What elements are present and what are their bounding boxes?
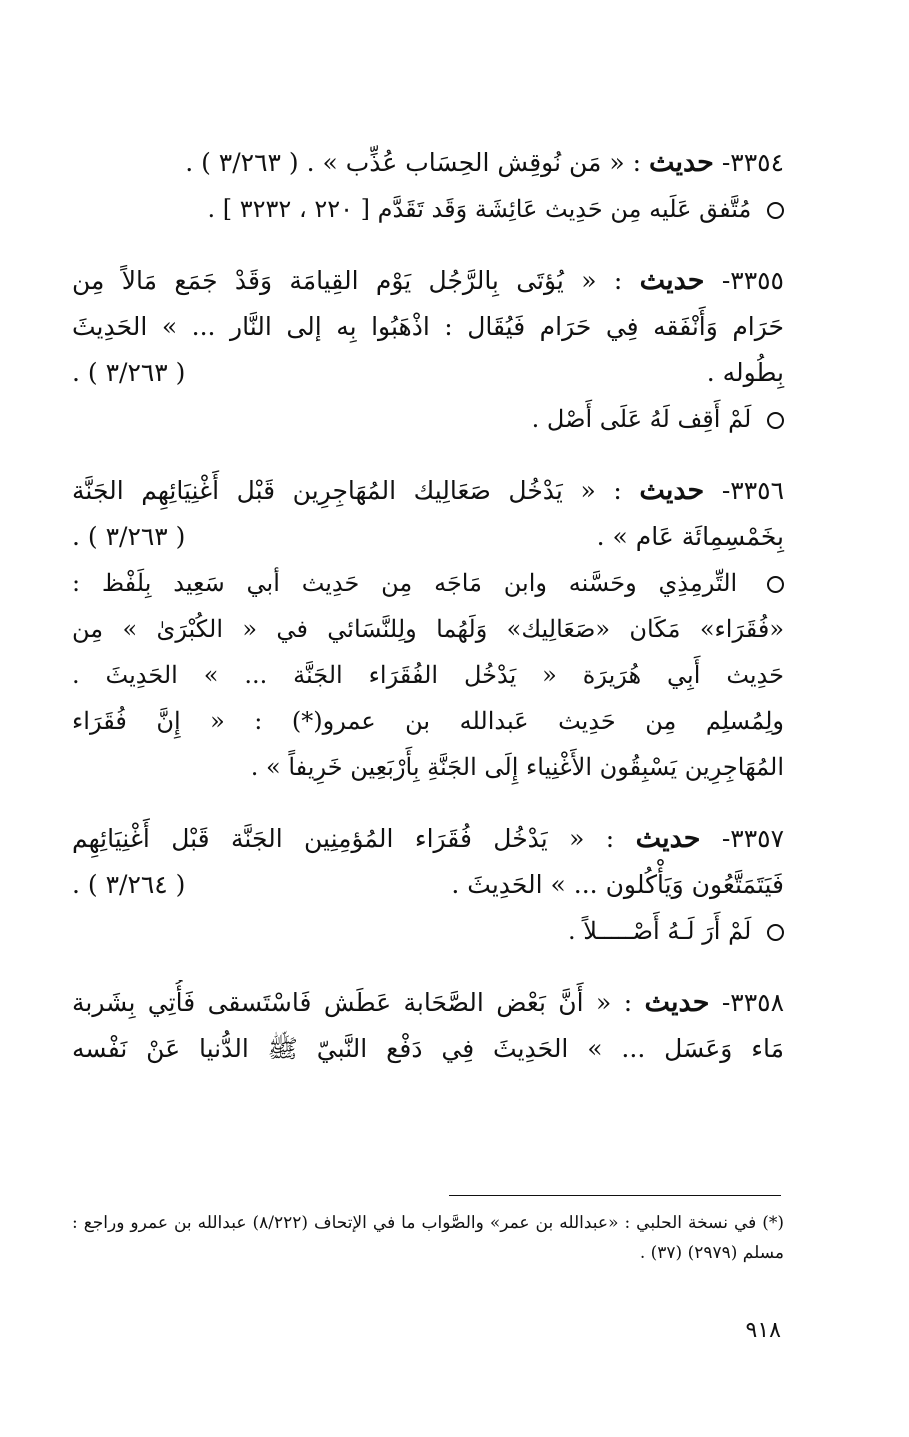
entry-text: : « مَن نُوقِش الحِسَاب عُذِّب » . ( ٣/٢٦٣ ) . xyxy=(185,148,642,177)
entry-text: : « أَنَّ بَعْض الصَّحَابة عَطَش فَاسْتَسقى فَأُتِي بِشَربة xyxy=(72,988,633,1017)
entry-text: فَيَتَمَتَّعُون وَيَأْكُلون ... » الحَدِيثَ . xyxy=(451,870,784,899)
hadith-keyword: حديث xyxy=(648,147,714,178)
hadith-keyword: حديث xyxy=(644,987,710,1018)
volume-page-reference: ( ٣/٢٦٣ ) . xyxy=(72,358,186,387)
entry-text: بِخَمْسِمِائَة عَام » . xyxy=(596,522,784,551)
entry-text: حَرَام وَأَنْفَقه فِي حَرَام فَيُقَال : اذْهَبُوا بِه إلى النَّار ... » الحَدِيثَ xyxy=(72,312,784,341)
takhrij-note: التِّرمِذِي وحَسَّنه وابن مَاجَه مِن حَدِيث أبي سَعِيد بِلَفْظ : xyxy=(72,560,784,606)
page-body xyxy=(72,140,784,1098)
hadith-entry-3357 xyxy=(72,816,784,954)
circle-bullet-icon xyxy=(767,412,784,429)
circle-bullet-icon xyxy=(767,924,784,941)
hadith-entry-3354 xyxy=(72,140,784,232)
hadith-entry-3356 xyxy=(72,468,784,790)
hadith-entry-3355 xyxy=(72,258,784,442)
hadith-keyword: حديث xyxy=(639,265,705,296)
entry-line xyxy=(72,140,784,186)
entry-number: ٣٣٥٧- xyxy=(721,824,784,853)
entry-text: : « يَدْخُل فُقَرَاء المُؤمِنِين الجَنَّة قَبْل أَغْنِيَائِهِم xyxy=(72,824,615,853)
footnote xyxy=(72,1208,784,1268)
footnote-line: مسلم (٢٩٧٩) (٣٧) . xyxy=(639,1243,784,1263)
entry-ref-line xyxy=(72,862,784,908)
volume-page-reference: ( ٣/٢٦٣ ) . xyxy=(72,522,186,551)
entry-text: مَاء وَعَسَل ... » الحَدِيثَ فِي دَفْع النَّبيّ ﷺ الدُّنيا عَنْ نَفْسه xyxy=(72,1034,784,1063)
entry-line xyxy=(72,304,784,350)
entry-number: ٣٣٥٤- xyxy=(721,148,784,177)
entry-line xyxy=(72,980,784,1026)
takhrij-note-line: «فُقَرَاء» مَكَان «صَعَالِيك» وَلَهُما ولِلنَّسَائي في « الكُبْرَىٰ » مِن xyxy=(72,615,784,643)
hadith-entry-3358 xyxy=(72,980,784,1072)
takhrij-note: مُتَّفق عَلَيه مِن حَدِيث عَائِشَة وَقَد تَقَدَّم [ ٢٢٠ ، ٣٢٣٢ ] . xyxy=(72,186,784,232)
entry-number: ٣٣٥٨- xyxy=(721,988,784,1017)
entry-line xyxy=(72,468,784,514)
entry-line xyxy=(72,258,784,304)
takhrij-note-line: ولِمُسلِم مِن حَدِيث عَبدالله بن عمرو(*) : « إِنَّ فُقَرَاء xyxy=(72,707,784,735)
hadith-keyword: حديث xyxy=(635,823,701,854)
entry-number: ٣٣٥٦- xyxy=(721,476,784,505)
footnote-line: (*) في نسخة الحلبي : «عبدالله بن عمر» والصَّواب ما في الإتحاف (٨/٢٢٢) عبدالله بن عمرو وراجع : xyxy=(72,1213,784,1233)
circle-bullet-icon xyxy=(767,576,784,593)
entry-line xyxy=(72,1026,784,1072)
volume-page-reference: ( ٣/٢٦٤ ) . xyxy=(72,870,186,899)
takhrij-note: لَمْ أَقِف لَهُ عَلَى أَصْل . xyxy=(72,396,784,442)
entry-line xyxy=(72,816,784,862)
entry-ref-line xyxy=(72,350,784,396)
entry-number: ٣٣٥٥- xyxy=(721,266,784,295)
entry-text: بِطُوله . xyxy=(706,358,784,387)
hadith-keyword: حديث xyxy=(639,475,705,506)
entry-text: : « يُؤتَى بِالرَّجُل يَوْم القِيامَة وَقَدْ جَمَع مَالاً مِن xyxy=(72,266,623,295)
page-number: ٩١٨ xyxy=(745,1318,781,1343)
circle-bullet-icon xyxy=(767,202,784,219)
takhrij-note: لَمْ أَرَ لَـهُ أَصْـــــلاً . xyxy=(72,908,784,954)
footnote-separator xyxy=(449,1195,781,1196)
entry-text: : « يَدْخُل صَعَالِيك المُهَاجِرِين قَبْل أَغْنِيَائِهِم الجَنَّة xyxy=(72,476,622,505)
entry-ref-line xyxy=(72,514,784,560)
takhrij-note-line: المُهَاجِرِين يَسْبِقُون الأَغْنِياء إِلَى الجَنَّةِ بِأَرْبَعِين خَرِيفاً » . xyxy=(250,753,784,781)
takhrij-note-line: حَدِيث أَبِي هُرَيرَة « يَدْخُل الفُقَرَاء الجَنَّة ... » الحَدِيثَ . xyxy=(72,661,784,689)
